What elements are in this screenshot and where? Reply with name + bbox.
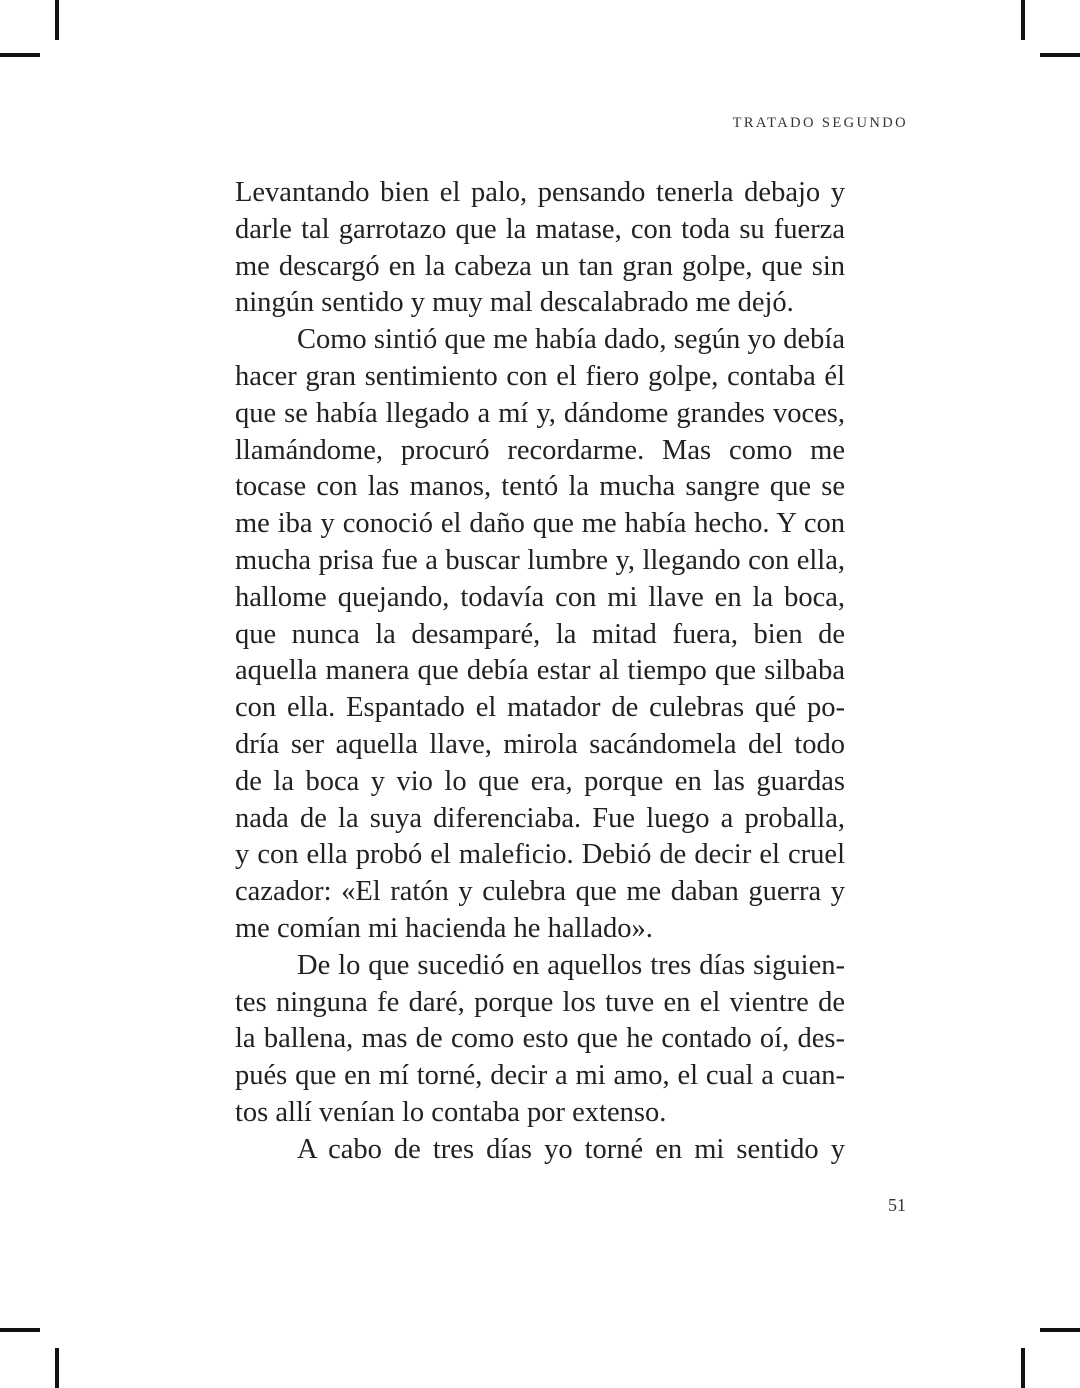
running-head: TRATADO SEGUNDO (732, 115, 908, 131)
text-line: la ballena, mas de como esto que he contado oí, des- (235, 1023, 845, 1055)
crop-mark-top-right-vertical (1021, 0, 1025, 40)
text-line: A cabo de tres días yo torné en mi sentido y (297, 1133, 845, 1165)
text-line: me descargó en la cabeza un tan gran golpe, que sin (235, 250, 845, 282)
text-line: De lo que sucedió en aquellos tres días siguien- (297, 949, 845, 981)
text-line: llamándome, procuró recordarme. Mas como me (235, 434, 845, 466)
text-line: Como sintió que me había dado, según yo debía (297, 324, 845, 356)
text-line: de la boca y vio lo que era, porque en las guardas (235, 765, 845, 797)
text-line: mucha prisa fue a buscar lumbre y, llegando con ella, (235, 544, 845, 576)
text-line: que nunca la desamparé, la mitad fuera, bien de (235, 618, 845, 650)
text-line: ningún sentido y muy mal descalabrado me dejó. (235, 287, 794, 319)
text-line: hallome quejando, todavía con mi llave en la boca, (235, 581, 845, 613)
text-line: nada de la suya diferenciaba. Fue luego a proballa, (235, 802, 845, 834)
crop-mark-top-right-horizontal (1040, 53, 1080, 57)
text-line: pués que en mí torné, decir a mi amo, el cual a cuan- (235, 1060, 845, 1092)
text-line: dría ser aquella llave, mirola sacándomela del todo (235, 728, 845, 760)
crop-mark-bottom-left-horizontal (0, 1328, 40, 1332)
text-line: tos allí venían lo contaba por extenso. (235, 1096, 667, 1128)
text-line: y con ella probó el maleficio. Debió de decir el cruel (235, 839, 845, 871)
text-line: me comían mi hacienda he hallado». (235, 912, 653, 944)
text-line: darle tal garrotazo que la matase, con toda su fuerza (235, 213, 845, 245)
text-line: hacer gran sentimiento con el fiero golpe, contaba él (235, 360, 845, 392)
crop-mark-top-left-horizontal (0, 53, 40, 57)
text-line: cazador: «El ratón y culebra que me daban guerra y (235, 876, 845, 908)
crop-mark-bottom-right-vertical (1021, 1348, 1025, 1388)
text-line: con ella. Espantado el matador de culebras qué po- (235, 692, 845, 724)
text-line: Levantando bien el palo, pensando tenerla debajo y (235, 177, 845, 208)
page-number: 51 (888, 1195, 906, 1215)
text-line: aquella manera que debía estar al tiempo que silbaba (235, 655, 845, 687)
crop-mark-bottom-right-horizontal (1040, 1328, 1080, 1332)
text-line: tes ninguna fe daré, porque los tuve en el vientre de (235, 986, 845, 1018)
text-line: tocase con las manos, tentó la mucha sangre que se (235, 471, 845, 503)
crop-mark-top-left-vertical (55, 0, 59, 40)
text-line: que se había llegado a mí y, dándome grandes voces, (235, 397, 845, 429)
body-text (235, 175, 845, 1169)
text-line: me iba y conoció el daño que me había hecho. Y con (235, 508, 845, 540)
crop-mark-bottom-left-vertical (55, 1348, 59, 1388)
